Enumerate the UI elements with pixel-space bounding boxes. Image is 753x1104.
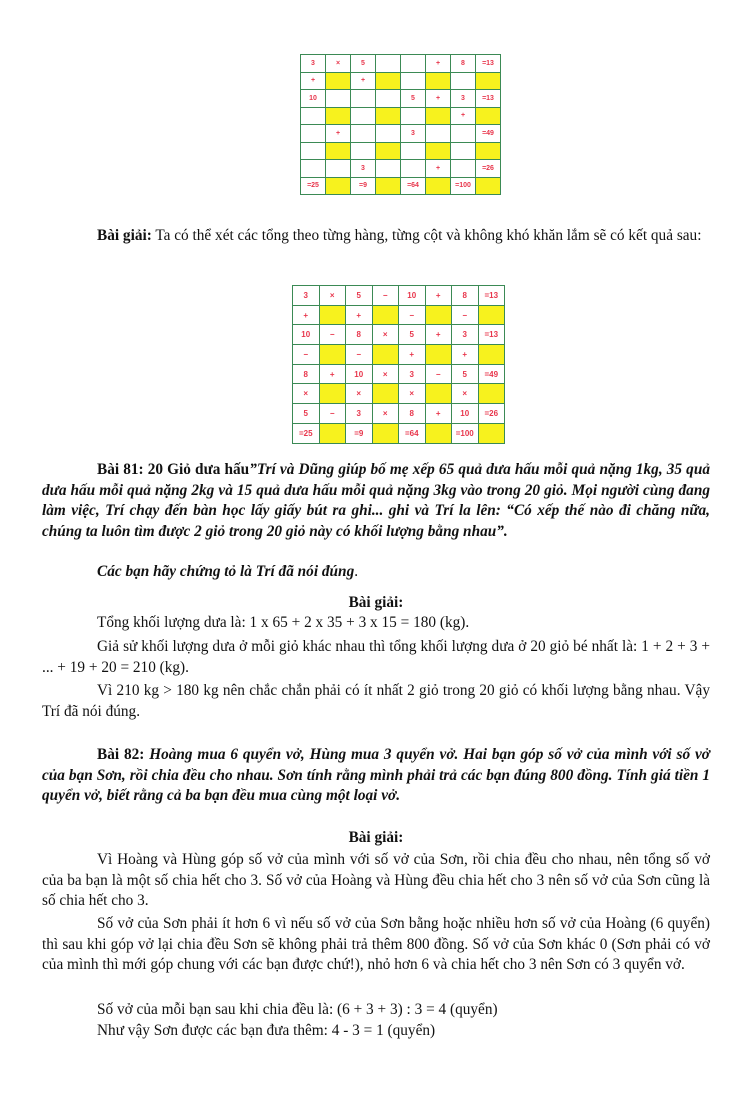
grid-cell: [401, 142, 426, 160]
bai81-question-text: Các bạn hãy chứng tỏ là Trí đã nói đúng: [97, 563, 355, 580]
grid-cell: [476, 72, 501, 90]
grid-cell: [301, 160, 326, 178]
grid-cell: [425, 345, 452, 365]
grid-cell: 10: [293, 325, 320, 345]
grid-cell: [326, 107, 351, 125]
grid-cell: [319, 384, 346, 404]
grid-row: [293, 345, 505, 365]
grid-cell: [301, 142, 326, 160]
grid-cell: [451, 125, 476, 143]
bai82-line-2: Số vở của Sơn phải ít hơn 6 vì nếu số vở của Sơn bằng hoặc nhiều hơn số vở của Hoàng (6 quyển) thì sau khi góp vở lại chia đều Sơn sẽ không phải trả thêm 800 đồng. Số vở của Sơn khác 0 (Sơn phải có vở của mình thì mới góp chung với các bạn được chứ!), nhỏ hơn 6 và chia hết cho 3 nên Sơn có 3 quyển vở.: [42, 915, 710, 973]
grid-cell: [301, 125, 326, 143]
grid-row: [293, 286, 505, 306]
grid-cell: =13: [478, 325, 505, 345]
grid-cell: ×: [372, 364, 399, 384]
grid-cell: 3: [451, 90, 476, 108]
grid-cell: −: [319, 325, 346, 345]
bai82-solution-label: Bài giải:: [348, 829, 404, 846]
grid-cell: =49: [478, 364, 505, 384]
grid-cell: ×: [293, 384, 320, 404]
bai81-line-1: Tổng khối lượng dưa là: 1 x 65 + 2 x 35 + 3 x 15 = 180 (kg).: [97, 614, 470, 631]
bai81-problem: [42, 460, 710, 542]
grid-cell: [478, 384, 505, 404]
grid-cell: +: [425, 286, 452, 306]
grid-cell: 8: [452, 286, 479, 306]
grid-cell: 5: [346, 286, 373, 306]
grid-cell: [376, 90, 401, 108]
grid-cell: [426, 107, 451, 125]
bai81-question: Các bạn hãy chứng tỏ là Trí đã nói đúng.: [97, 563, 359, 580]
grid-cell: [476, 142, 501, 160]
grid-cell: 8: [293, 364, 320, 384]
bai82-problem: [42, 745, 710, 807]
grid-cell: [426, 177, 451, 195]
grid-cell: [372, 345, 399, 365]
bai81-problem-text: ”Trí và Dũng giúp bố mẹ xếp 65 quả dưa hấu mỗi quả nặng 1kg, 35 quả dưa hấu mỗi quả nặng 2kg và 15 quả dưa hấu mỗi quả nặng 3kg vào trong 20 giỏ. Mọi người cùng đang làm việc, Trí chạy đến bàn học lấy giấy bút ra ghi... ghi và Trí la lên: “Có xếp thế nào đi chăng nữa, chúng ta luôn tìm được 2 giỏ trong 20 giỏ này có khối lượng bằng nhau”.: [42, 461, 710, 540]
grid-cell: 3: [346, 404, 373, 424]
grid-cell: [351, 142, 376, 160]
grid-cell: +: [301, 72, 326, 90]
grid-cell: =13: [476, 90, 501, 108]
grid-cell: +: [426, 90, 451, 108]
grid-cell: +: [425, 404, 452, 424]
grid-cell: +: [319, 364, 346, 384]
grid-cell: [326, 142, 351, 160]
grid-row: [301, 142, 501, 160]
bai81-solution-label: Bài giải:: [348, 594, 404, 611]
grid-row: [293, 305, 505, 325]
grid-row: [301, 125, 501, 143]
grid-cell: [376, 107, 401, 125]
grid-cell: [401, 107, 426, 125]
grid-cell: −: [425, 364, 452, 384]
grid-cell: =64: [399, 423, 426, 443]
grid-row: [293, 364, 505, 384]
grid-cell: [319, 305, 346, 325]
grid-cell: 10: [399, 286, 426, 306]
grid-cell: [326, 160, 351, 178]
bai81-title: Bài 81: 20 Giỏ dưa hấu: [97, 461, 250, 478]
grid-row: [301, 160, 501, 178]
grid-cell: ×: [372, 325, 399, 345]
grid-row: [293, 384, 505, 404]
grid-cell: ×: [346, 384, 373, 404]
solution-grid: [292, 285, 505, 444]
grid-cell: [401, 55, 426, 73]
grid-cell: [326, 90, 351, 108]
grid-cell: [376, 125, 401, 143]
bai81-line-2: Giả sử khối lượng dưa ở mỗi giỏ khác nhau thì tổng khối lượng dưa ở 20 giỏ bé nhất là: 1 + 2 + 3 + ... + 19 + 20 = 210 (kg).: [42, 638, 710, 676]
bai82-line-1: Vì Hoàng và Hùng góp số vở của mình với số vở của Sơn, rồi chia đều cho nhau, nên tổng số vở của ba bạn là một số chia hết cho 3. Số vở của Hoàng và Hùng đều chia hết cho 3 nên số vở của Sơn cũng là số chia hết cho 3.: [42, 851, 710, 909]
grid-row: [301, 72, 501, 90]
grid-cell: 3: [351, 160, 376, 178]
grid-cell: [372, 384, 399, 404]
grid-cell: =26: [476, 160, 501, 178]
grid-cell: =100: [452, 423, 479, 443]
grid-cell: ×: [452, 384, 479, 404]
grid-cell: +: [426, 160, 451, 178]
grid-cell: [451, 160, 476, 178]
grid-cell: [376, 177, 401, 195]
grid-cell: =100: [451, 177, 476, 195]
grid-cell: =9: [351, 177, 376, 195]
grid-cell: [476, 107, 501, 125]
grid-cell: 3: [452, 325, 479, 345]
grid-cell: =13: [478, 286, 505, 306]
grid-row: [301, 55, 501, 73]
bai82-line-3: Số vở của mỗi bạn sau khi chia đều là: (6 + 3 + 3) : 3 = 4 (quyển): [97, 1001, 498, 1018]
grid-row: [293, 325, 505, 345]
bai81-line-3: Vì 210 kg > 180 kg nên chắc chắn phải có ít nhất 2 giỏ trong 20 giỏ có khối lượng bằng nhau. Vậy Trí đã nói đúng.: [42, 682, 710, 720]
grid-cell: +: [452, 345, 479, 365]
grid-row: [301, 177, 501, 195]
grid-cell: +: [425, 325, 452, 345]
grid-cell: [372, 305, 399, 325]
grid-cell: [301, 107, 326, 125]
grid-cell: 10: [346, 364, 373, 384]
grid-cell: −: [452, 305, 479, 325]
grid-cell: +: [346, 305, 373, 325]
solution-intro: [42, 226, 710, 247]
grid-cell: +: [293, 305, 320, 325]
grid-cell: 5: [293, 404, 320, 424]
grid-cell: 5: [401, 90, 426, 108]
grid-cell: ×: [372, 404, 399, 424]
bai82-title: Bài 82:: [97, 746, 145, 763]
grid-cell: −: [293, 345, 320, 365]
grid-cell: [478, 345, 505, 365]
solution-intro-label: Bài giải:: [97, 227, 152, 244]
grid-cell: [351, 107, 376, 125]
grid-cell: +: [326, 125, 351, 143]
bai82-problem-text: Hoàng mua 6 quyển vở, Hùng mua 3 quyển vở. Hai bạn góp số vở của mình với số vở của bạn Sơn, rồi chia đều cho nhau. Sơn tính rằng mình phải trả các bạn đúng 800 đồng. Tính giá tiền 1 quyển vở, biết rằng cả ba bạn đều mua cùng một loại vở.: [42, 746, 710, 804]
grid-cell: 3: [401, 125, 426, 143]
grid-cell: +: [351, 72, 376, 90]
grid-cell: 3: [399, 364, 426, 384]
grid-row: [293, 423, 505, 443]
grid-cell: [319, 423, 346, 443]
grid-cell: [425, 305, 452, 325]
grid-cell: =9: [346, 423, 373, 443]
grid-cell: 3: [301, 55, 326, 73]
grid-cell: +: [426, 55, 451, 73]
grid-cell: [372, 423, 399, 443]
grid-cell: [426, 142, 451, 160]
grid-cell: [351, 90, 376, 108]
grid-cell: =25: [301, 177, 326, 195]
grid-cell: =64: [401, 177, 426, 195]
grid-cell: [425, 423, 452, 443]
grid-cell: 5: [452, 364, 479, 384]
grid-cell: [376, 160, 401, 178]
grid-cell: 8: [346, 325, 373, 345]
grid-cell: [476, 177, 501, 195]
grid-cell: [426, 72, 451, 90]
grid-cell: −: [346, 345, 373, 365]
grid-cell: [426, 125, 451, 143]
grid-row: [301, 107, 501, 125]
grid-cell: [351, 125, 376, 143]
grid-cell: [376, 142, 401, 160]
grid-cell: 5: [351, 55, 376, 73]
grid-cell: ×: [326, 55, 351, 73]
grid-cell: [326, 72, 351, 90]
grid-cell: [478, 305, 505, 325]
grid-cell: 8: [451, 55, 476, 73]
grid-cell: =26: [478, 404, 505, 424]
grid-cell: =25: [293, 423, 320, 443]
grid-cell: 3: [293, 286, 320, 306]
grid-cell: 5: [399, 325, 426, 345]
grid-cell: ×: [399, 384, 426, 404]
grid-cell: 8: [399, 404, 426, 424]
grid-cell: −: [319, 404, 346, 424]
grid-cell: [376, 72, 401, 90]
grid-cell: [451, 142, 476, 160]
grid-cell: =13: [476, 55, 501, 73]
grid-cell: [401, 160, 426, 178]
grid-cell: [326, 177, 351, 195]
grid-cell: [376, 55, 401, 73]
solution-intro-text: Ta có thể xét các tổng theo từng hàng, từng cột và không khó khăn lắm sẽ có kết quả sau:: [151, 227, 702, 244]
grid-cell: −: [399, 305, 426, 325]
grid-cell: [319, 345, 346, 365]
grid-cell: 10: [452, 404, 479, 424]
grid-cell: +: [451, 107, 476, 125]
grid-cell: ×: [319, 286, 346, 306]
bai82-line-4: Như vậy Sơn được các bạn đưa thêm: 4 - 3 = 1 (quyển): [97, 1022, 436, 1039]
grid-cell: [401, 72, 426, 90]
grid-row: [301, 90, 501, 108]
puzzle-grid: [300, 54, 501, 195]
grid-cell: =49: [476, 125, 501, 143]
grid-cell: +: [399, 345, 426, 365]
grid-cell: [478, 423, 505, 443]
grid-cell: [451, 72, 476, 90]
grid-cell: [425, 384, 452, 404]
grid-cell: −: [372, 286, 399, 306]
grid-row: [293, 404, 505, 424]
grid-cell: 10: [301, 90, 326, 108]
